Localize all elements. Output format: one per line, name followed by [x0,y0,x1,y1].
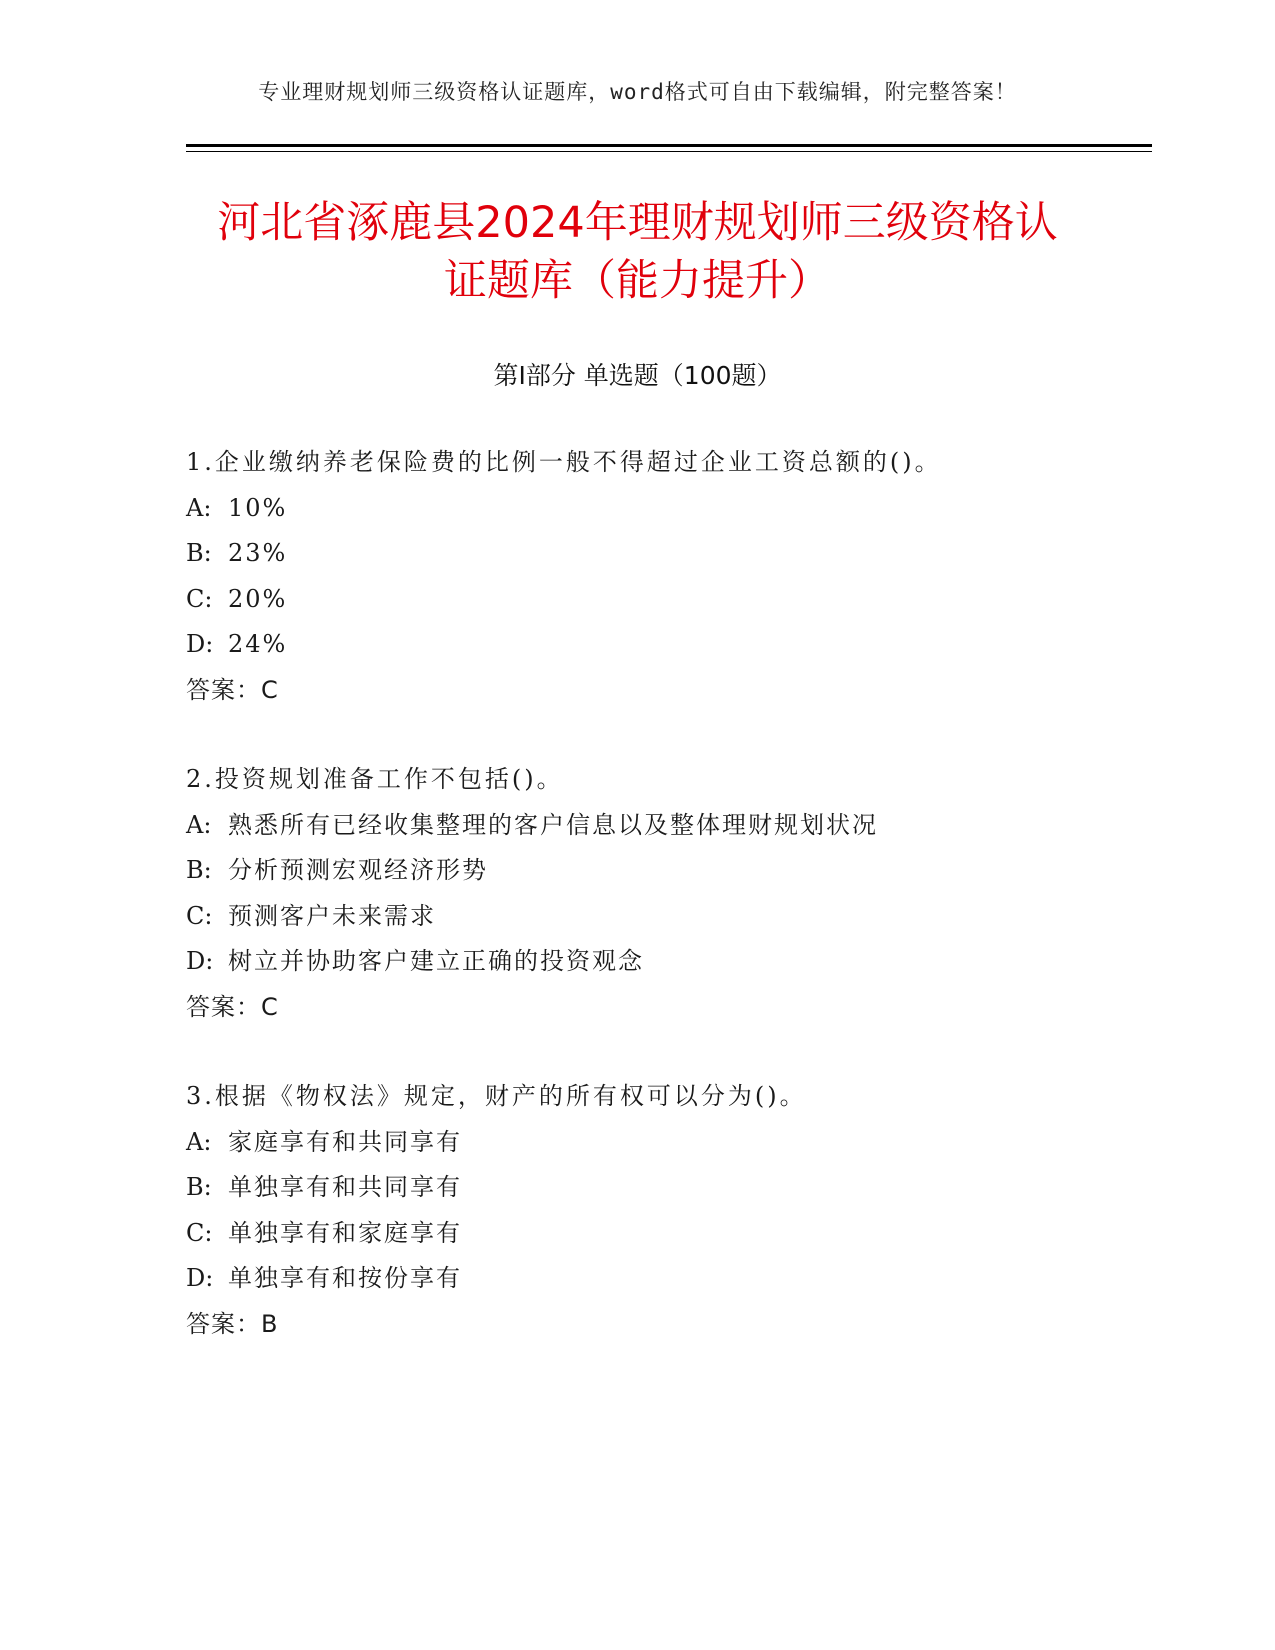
question-1 [186,440,1146,713]
option-text: 20% [228,584,288,613]
option-c [186,894,1146,940]
option-text: 预测客户未来需求 [228,901,436,930]
option-text: 单独享有和共同享有 [228,1173,462,1201]
option-label: D: [186,947,214,975]
question-stem: 1.企业缴纳养老保险费的比例一般不得超过企业工资总额的()。 [186,448,942,476]
question-stem: 3.根据《物权法》规定，财产的所有权可以分为()。 [186,1082,807,1110]
option-text: 24% [228,630,288,658]
option-text: 分析预测宏观经济形势 [228,856,488,884]
title-line-2: 证题库（能力提升） [444,256,831,306]
option-label: B: [186,539,212,567]
question-2 [186,757,1146,1030]
option-label: B: [186,856,212,884]
option-text: 单独享有和按份享有 [228,1264,462,1292]
option-text: 23% [228,539,288,567]
option-label: C: [186,584,213,613]
option-a [186,486,1146,532]
option-label: D: [186,1264,214,1292]
option-a [186,803,1146,849]
option-text: 熟悉所有已经收集整理的客户信息以及整体理财规划状况 [228,810,878,839]
option-text: 10% [228,493,288,522]
option-label: A: [186,1127,212,1156]
option-text: 树立并协助客户建立正确的投资观念 [228,947,644,975]
option-c [186,1211,1146,1257]
option-label: A: [186,810,212,839]
option-d [186,1256,1146,1302]
document-title [150,194,1125,310]
option-label: A: [186,493,212,522]
option-a [186,1120,1146,1166]
question-stem: 2.投资规划准备工作不包括()。 [186,765,564,793]
option-b [186,1165,1146,1211]
question-list [186,440,1146,1391]
title-line-1: 河北省涿鹿县2024年理财规划师三级资格认 [217,198,1058,248]
option-c [186,577,1146,623]
section-title: 第Ⅰ部分 单选题（100题） [493,361,782,390]
option-label: C: [186,1218,213,1247]
question-3 [186,1074,1146,1347]
option-text: 单独享有和家庭享有 [228,1218,462,1247]
header-rule-thick [186,144,1152,147]
answer: 答案：B [186,1309,279,1338]
option-label: D: [186,630,214,658]
header-rule-thin [186,151,1152,152]
option-d [186,939,1146,985]
answer: 答案：C [186,992,279,1021]
option-label: B: [186,1173,212,1201]
answer: 答案：C [186,675,279,704]
option-text: 家庭享有和共同享有 [228,1127,462,1156]
option-b [186,531,1146,577]
option-d [186,622,1146,668]
option-b [186,848,1146,894]
header-note: 专业理财规划师三级资格认证题库，word格式可自由下载编辑，附完整答案！ [258,80,1017,104]
option-label: C: [186,901,213,930]
